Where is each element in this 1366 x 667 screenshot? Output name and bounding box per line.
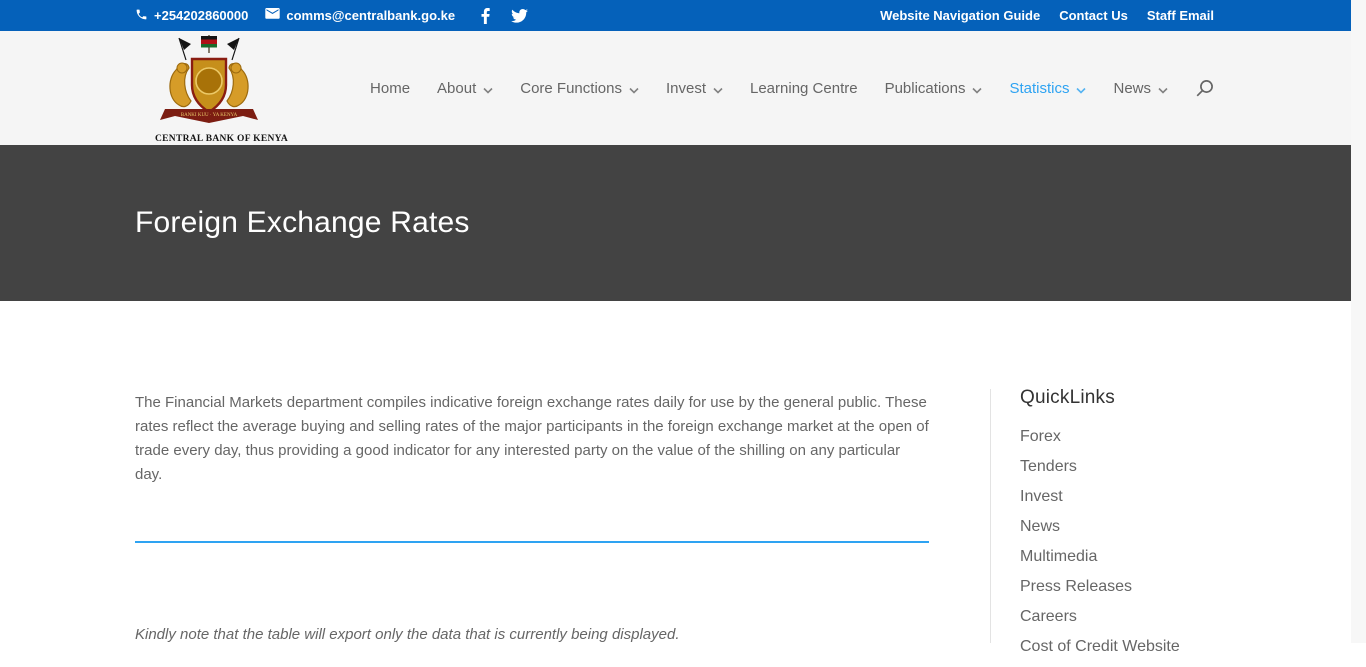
phone-number: +254202860000 [154,8,249,23]
quicklink-cost-of-credit-website[interactable]: Cost of Credit Website [1020,638,1180,655]
quicklink-press-releases[interactable]: Press Releases [1020,578,1133,595]
chevron-down-icon [483,81,493,98]
cbk-crest-icon [155,115,263,132]
chevron-down-icon [713,81,723,98]
sidebar-separator [990,389,991,643]
main-nav [370,31,1214,145]
export-note: Kindly note that the table will export only the data that is currently being displayed. [135,626,680,643]
site-header [0,31,1351,145]
quicklink-forex[interactable]: Forex [1020,428,1061,445]
quicklink-multimedia[interactable]: Multimedia [1020,548,1098,565]
nav-item-learning-centre[interactable]: Learning Centre [750,79,858,97]
email-link[interactable] [265,8,455,23]
email-address: comms@centralbank.go.ke [286,8,456,23]
page-title: Foreign Exchange Rates [135,206,470,239]
topbar-link-website-navigation-guide[interactable]: Website Navigation Guide [880,8,1041,23]
scrollbar[interactable] [1351,0,1366,643]
search-icon[interactable] [1195,79,1214,98]
phone-icon [135,8,148,24]
email-icon [265,8,280,23]
chevron-down-icon [1076,81,1086,98]
nav-item-statistics[interactable]: Statistics [1009,79,1086,98]
chevron-down-icon [972,81,982,98]
svg-text:BANKI KUU · YA KENYA: BANKI KUU · YA KENYA [180,113,238,118]
quicklink-invest[interactable]: Invest [1020,488,1063,505]
chevron-down-icon [629,81,639,98]
quicklinks-list [1020,427,1220,657]
facebook-icon[interactable] [481,8,490,24]
quicklink-news[interactable]: News [1020,518,1061,535]
quicklinks-heading: QuickLinks [1020,387,1115,408]
quicklinks-sidebar [1020,387,1220,667]
nav-item-core-functions[interactable]: Core Functions [520,79,639,98]
nav-item-publications[interactable]: Publications [885,79,983,98]
nav-item-news[interactable]: News [1113,79,1168,98]
nav-item-invest[interactable]: Invest [666,79,723,98]
quicklink-careers[interactable]: Careers [1020,608,1077,625]
cbk-logo[interactable] [155,33,289,144]
nav-item-about[interactable]: About [437,79,493,98]
phone-link[interactable] [135,8,248,24]
twitter-icon[interactable] [511,9,528,23]
topbar [0,0,1351,31]
topbar-link-contact-us[interactable]: Contact Us [1059,8,1128,23]
quicklink-tenders[interactable]: Tenders [1020,458,1077,475]
intro-paragraph: The Financial Markets department compiles indicative foreign exchange rates daily for use by the general public. These rates reflect the average buying and selling rates of the major participants in the foreign exchange market at the open of trade every day, thus providing a good indicator for any interested party on the value of the shilling on any particular day. [135,394,929,483]
page-hero [0,145,1351,301]
nav-item-home[interactable]: Home [370,79,411,97]
chevron-down-icon [1158,81,1168,98]
blue-divider [135,541,929,543]
main-content [135,301,930,643]
logo-caption: CENTRAL BANK OF KENYA [155,134,289,144]
topbar-link-staff-email[interactable]: Staff Email [1146,8,1214,23]
